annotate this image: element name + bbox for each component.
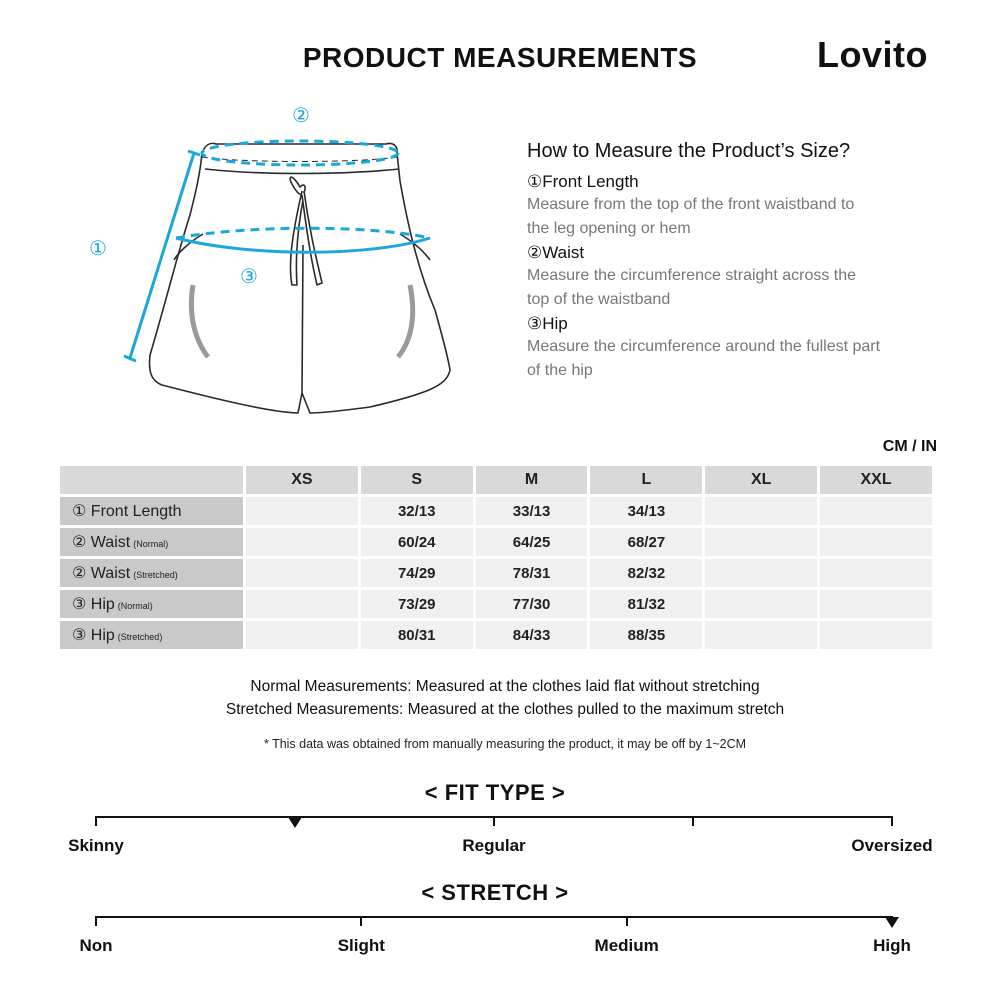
scale-marker-icon	[885, 917, 899, 928]
measurement-qualifier: (Stretched)	[117, 632, 163, 642]
table-header-cell: L	[590, 466, 702, 494]
howto-item-title: ①Front Length	[527, 172, 639, 191]
table-cell	[705, 528, 817, 556]
table-row	[60, 497, 932, 525]
table-header-cell: XXL	[820, 466, 932, 494]
howto-section	[527, 140, 947, 384]
measurement-name: ② Waist	[72, 534, 131, 551]
table-cell: 84/33	[476, 621, 588, 649]
table-row-label	[60, 621, 243, 649]
scale-marker-icon	[288, 817, 302, 828]
table-cell: 68/27	[590, 528, 702, 556]
table-cell: 82/32	[590, 559, 702, 587]
table-cell: 78/31	[476, 559, 588, 587]
table-header-row	[60, 466, 932, 494]
scale-label: Non	[79, 936, 113, 955]
measurement-name: ③ Hip	[72, 627, 115, 644]
scale-tick	[95, 916, 97, 926]
size-table	[57, 463, 935, 652]
table-row	[60, 590, 932, 618]
disclaimer-note: * This data was obtained from manually measuring the product, it may be off by 1~2CM	[263, 737, 747, 751]
stretch-title: < STRETCH >	[421, 880, 569, 905]
scale-label: Oversized	[851, 836, 933, 855]
howto-item-desc-line: top of the waistband	[527, 291, 671, 308]
fit-type-title: < FIT TYPE >	[424, 780, 566, 805]
page-title: PRODUCT MEASUREMENTS	[302, 42, 698, 73]
howto-item-desc-line: Measure the circumference straight across the	[527, 267, 857, 284]
measurement-name: ③ Hip	[72, 596, 115, 613]
table-cell: 34/13	[590, 497, 702, 525]
table-cell	[705, 559, 817, 587]
howto-item-desc-line: Measure from the top of the front waistband to	[527, 196, 855, 213]
scale-label: Regular	[462, 836, 526, 855]
table-cell	[246, 559, 358, 587]
howto-heading: How to Measure the Product’s Size?	[527, 140, 851, 162]
scale-tick	[493, 816, 495, 826]
table-cell: 32/13	[361, 497, 473, 525]
table-header-cell: XS	[246, 466, 358, 494]
table-cell	[820, 590, 932, 618]
scale-tick	[891, 816, 893, 826]
table-cell	[246, 621, 358, 649]
scale-label: Skinny	[68, 836, 124, 855]
scale-line	[96, 916, 892, 918]
marker-hip: ③	[240, 264, 258, 288]
normal-measurement-note: Normal Measurements: Measured at the clothes laid flat without stretching	[250, 678, 760, 695]
table-header-cell: XL	[705, 466, 817, 494]
stretched-measurement-note: Stretched Measurements: Measured at the clothes pulled to the maximum stretch	[225, 701, 785, 718]
table-header-cell: M	[476, 466, 588, 494]
table-cell: 81/32	[590, 590, 702, 618]
howto-item-desc	[527, 264, 947, 312]
table-body	[60, 497, 932, 649]
howto-item-desc-line: of the hip	[527, 362, 593, 379]
howto-item-desc-line: Measure the circumference around the fullest part	[527, 338, 881, 355]
shorts-measurement-diagram	[70, 95, 470, 425]
table-cell: 80/31	[361, 621, 473, 649]
measurement-name: ① Front Length	[72, 503, 182, 520]
scale-tick	[95, 816, 97, 826]
table-cell: 33/13	[476, 497, 588, 525]
table-cell	[246, 590, 358, 618]
table-header-corner	[60, 466, 243, 494]
howto-item-hip	[527, 313, 947, 383]
table-cell: 88/35	[590, 621, 702, 649]
table-cell: 64/25	[476, 528, 588, 556]
table-cell: 74/29	[361, 559, 473, 587]
howto-item-title: ②Waist	[527, 243, 585, 262]
scale-tick	[692, 816, 694, 826]
table-row-label	[60, 497, 243, 525]
measurement-qualifier: (Normal)	[117, 601, 153, 611]
table-row	[60, 621, 932, 649]
scale-label: High	[873, 936, 911, 955]
table-cell	[820, 559, 932, 587]
table-row-label	[60, 590, 243, 618]
table-cell	[705, 621, 817, 649]
table-header-cell: S	[361, 466, 473, 494]
table-row	[60, 528, 932, 556]
scale-label: Slight	[337, 936, 385, 955]
howto-item-desc	[527, 335, 947, 383]
measurement-name: ② Waist	[72, 565, 131, 582]
shorts-outline	[150, 143, 451, 413]
howto-item-front-length	[527, 171, 947, 241]
scale-tick	[626, 916, 628, 926]
marker-front-length: ①	[89, 236, 107, 260]
table-cell: 73/29	[361, 590, 473, 618]
brand-logo: Lovito	[817, 34, 928, 75]
table-row-label	[60, 559, 243, 587]
scale-tick	[360, 916, 362, 926]
table-cell	[820, 528, 932, 556]
scale-label: Medium	[594, 936, 659, 955]
table-cell	[246, 497, 358, 525]
marker-waist: ②	[292, 103, 310, 127]
table-cell	[820, 621, 932, 649]
measurement-qualifier: (Stretched)	[133, 570, 178, 580]
howto-item-desc-line: the leg opening or hem	[527, 220, 691, 237]
table-cell	[705, 590, 817, 618]
howto-item-desc	[527, 193, 947, 241]
howto-item-waist	[527, 242, 947, 312]
table-cell	[246, 528, 358, 556]
measurement-qualifier: (Normal)	[133, 539, 169, 549]
unit-label: CM / IN	[882, 438, 937, 455]
table-row-label	[60, 528, 243, 556]
table-cell: 60/24	[361, 528, 473, 556]
table-cell	[820, 497, 932, 525]
table-row	[60, 559, 932, 587]
table-cell: 77/30	[476, 590, 588, 618]
howto-item-title: ③Hip	[527, 314, 568, 333]
table-cell	[705, 497, 817, 525]
